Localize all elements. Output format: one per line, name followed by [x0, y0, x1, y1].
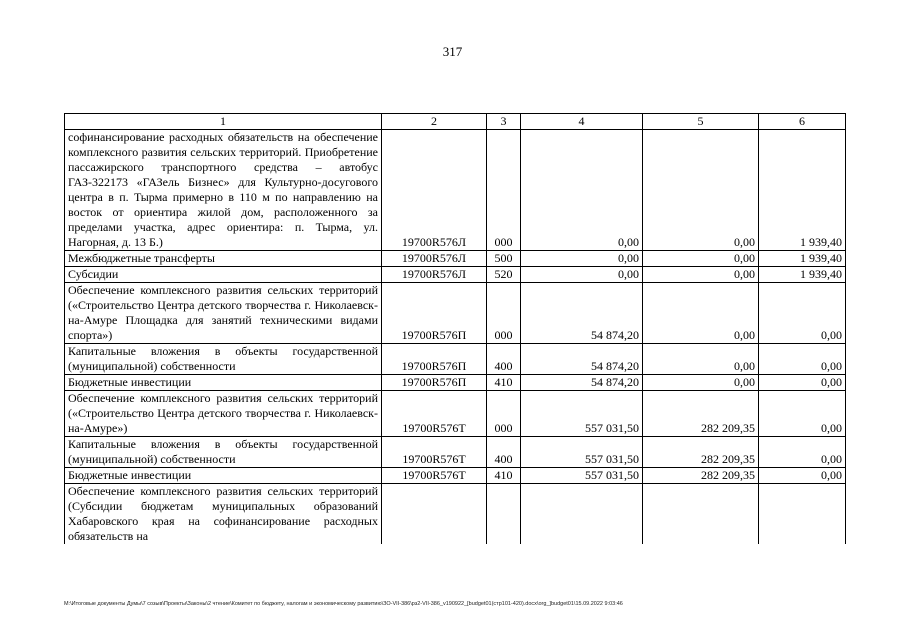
row-value-4: 557 031,50: [521, 468, 643, 484]
row-vr: 000: [487, 130, 521, 251]
row-vr: 410: [487, 375, 521, 391]
row-value-6: 1 939,40: [759, 267, 846, 283]
row-value-6: [759, 484, 846, 545]
row-vr: [487, 484, 521, 545]
table-row: [65, 391, 846, 437]
row-value-5: 0,00: [643, 130, 759, 251]
row-value-5: 0,00: [643, 251, 759, 267]
row-value-5: 282 209,35: [643, 391, 759, 437]
table-row: [65, 267, 846, 283]
col-header-5: 5: [643, 114, 759, 130]
row-vr: 410: [487, 468, 521, 484]
row-value-4: 557 031,50: [521, 437, 643, 468]
table-header-row: [65, 114, 846, 130]
row-code: 19700R576Т: [382, 468, 487, 484]
row-value-4: 0,00: [521, 130, 643, 251]
row-code: 19700R576П: [382, 283, 487, 344]
row-value-4: 54 874,20: [521, 344, 643, 375]
row-value-4: 0,00: [521, 267, 643, 283]
col-header-6: 6: [759, 114, 846, 130]
row-code: 19700R576Л: [382, 251, 487, 267]
row-value-6: 1 939,40: [759, 130, 846, 251]
col-header-2: 2: [382, 114, 487, 130]
row-value-4: [521, 484, 643, 545]
row-vr: 400: [487, 344, 521, 375]
table-row: [65, 130, 846, 251]
table-row: [65, 468, 846, 484]
row-value-5: 282 209,35: [643, 468, 759, 484]
row-vr: 500: [487, 251, 521, 267]
row-value-5: 282 209,35: [643, 437, 759, 468]
row-value-5: 0,00: [643, 283, 759, 344]
row-name: Обеспечение комплексного развития сельских территорий (Субсидии бюджетам муниципальных образований Хабаровского края на софинансирование расходных обязательств на: [65, 484, 382, 545]
footer-file-path: M:\Итоговые документы Думы\7 созыв\Проекты\Законы\2 чтение\Комитет по бюджету, налогам и экономическому развитию\ЗО-VII-386\рз2-VII-386_v190922_[budget01(стр101-420).docx\org_]budget01\15.09.2022 9:03:46: [64, 601, 623, 607]
table-row: [65, 484, 846, 545]
row-code: 19700R576Л: [382, 267, 487, 283]
row-name: Обеспечение комплексного развития сельских территорий («Строительство Центра детского творчества г. Николаевск-на-Амуре»): [65, 391, 382, 437]
row-name: Обеспечение комплексного развития сельских территорий («Строительство Центра детского творчества г. Николаевск-на-Амуре Площадка для занятий техническими видами спорта»): [65, 283, 382, 344]
row-value-4: 557 031,50: [521, 391, 643, 437]
row-name: Межбюджетные трансферты: [65, 251, 382, 267]
row-name: Бюджетные инвестиции: [65, 468, 382, 484]
row-code: [382, 484, 487, 545]
row-value-6: 0,00: [759, 375, 846, 391]
col-header-3: 3: [487, 114, 521, 130]
row-code: 19700R576П: [382, 344, 487, 375]
row-value-6: 0,00: [759, 437, 846, 468]
page-number: 317: [442, 44, 463, 59]
row-vr: 000: [487, 283, 521, 344]
row-vr: 520: [487, 267, 521, 283]
row-value-4: 0,00: [521, 251, 643, 267]
table-row: [65, 251, 846, 267]
row-value-6: 1 939,40: [759, 251, 846, 267]
budget-table: [64, 113, 846, 544]
row-vr: 000: [487, 391, 521, 437]
table-row: [65, 283, 846, 344]
col-header-1: 1: [65, 114, 382, 130]
row-name: Субсидии: [65, 267, 382, 283]
row-value-6: 0,00: [759, 468, 846, 484]
row-code: 19700R576Т: [382, 391, 487, 437]
row-value-5: 0,00: [643, 267, 759, 283]
row-code: 19700R576П: [382, 375, 487, 391]
row-value-5: 0,00: [643, 344, 759, 375]
table-row: [65, 437, 846, 468]
row-value-6: 0,00: [759, 283, 846, 344]
row-code: 19700R576Т: [382, 437, 487, 468]
row-name: софинансирование расходных обязательств на обеспечение комплексного развития сельских территорий. Приобретение пассажирского транспортного средства – автобус ГАЗ-322173 «ГАЗель Бизнес» для Культурно-досугового центра в п. Тырма примерно в 110 м по направлению на восток от ориентира жилой дом, расположенного за пределами участка, адрес ориентира: п. Тырма, ул. Нагорная, д. 13 Б.): [65, 130, 382, 251]
row-name: Капитальные вложения в объекты государственной (муниципальной) собственности: [65, 437, 382, 468]
row-value-6: 0,00: [759, 391, 846, 437]
row-name: Капитальные вложения в объекты государственной (муниципальной) собственности: [65, 344, 382, 375]
row-vr: 400: [487, 437, 521, 468]
row-name: Бюджетные инвестиции: [65, 375, 382, 391]
row-value-5: [643, 484, 759, 545]
col-header-4: 4: [521, 114, 643, 130]
row-value-5: 0,00: [643, 375, 759, 391]
row-value-4: 54 874,20: [521, 375, 643, 391]
table-row: [65, 375, 846, 391]
row-code: 19700R576Л: [382, 130, 487, 251]
row-value-6: 0,00: [759, 344, 846, 375]
row-value-4: 54 874,20: [521, 283, 643, 344]
table-row: [65, 344, 846, 375]
